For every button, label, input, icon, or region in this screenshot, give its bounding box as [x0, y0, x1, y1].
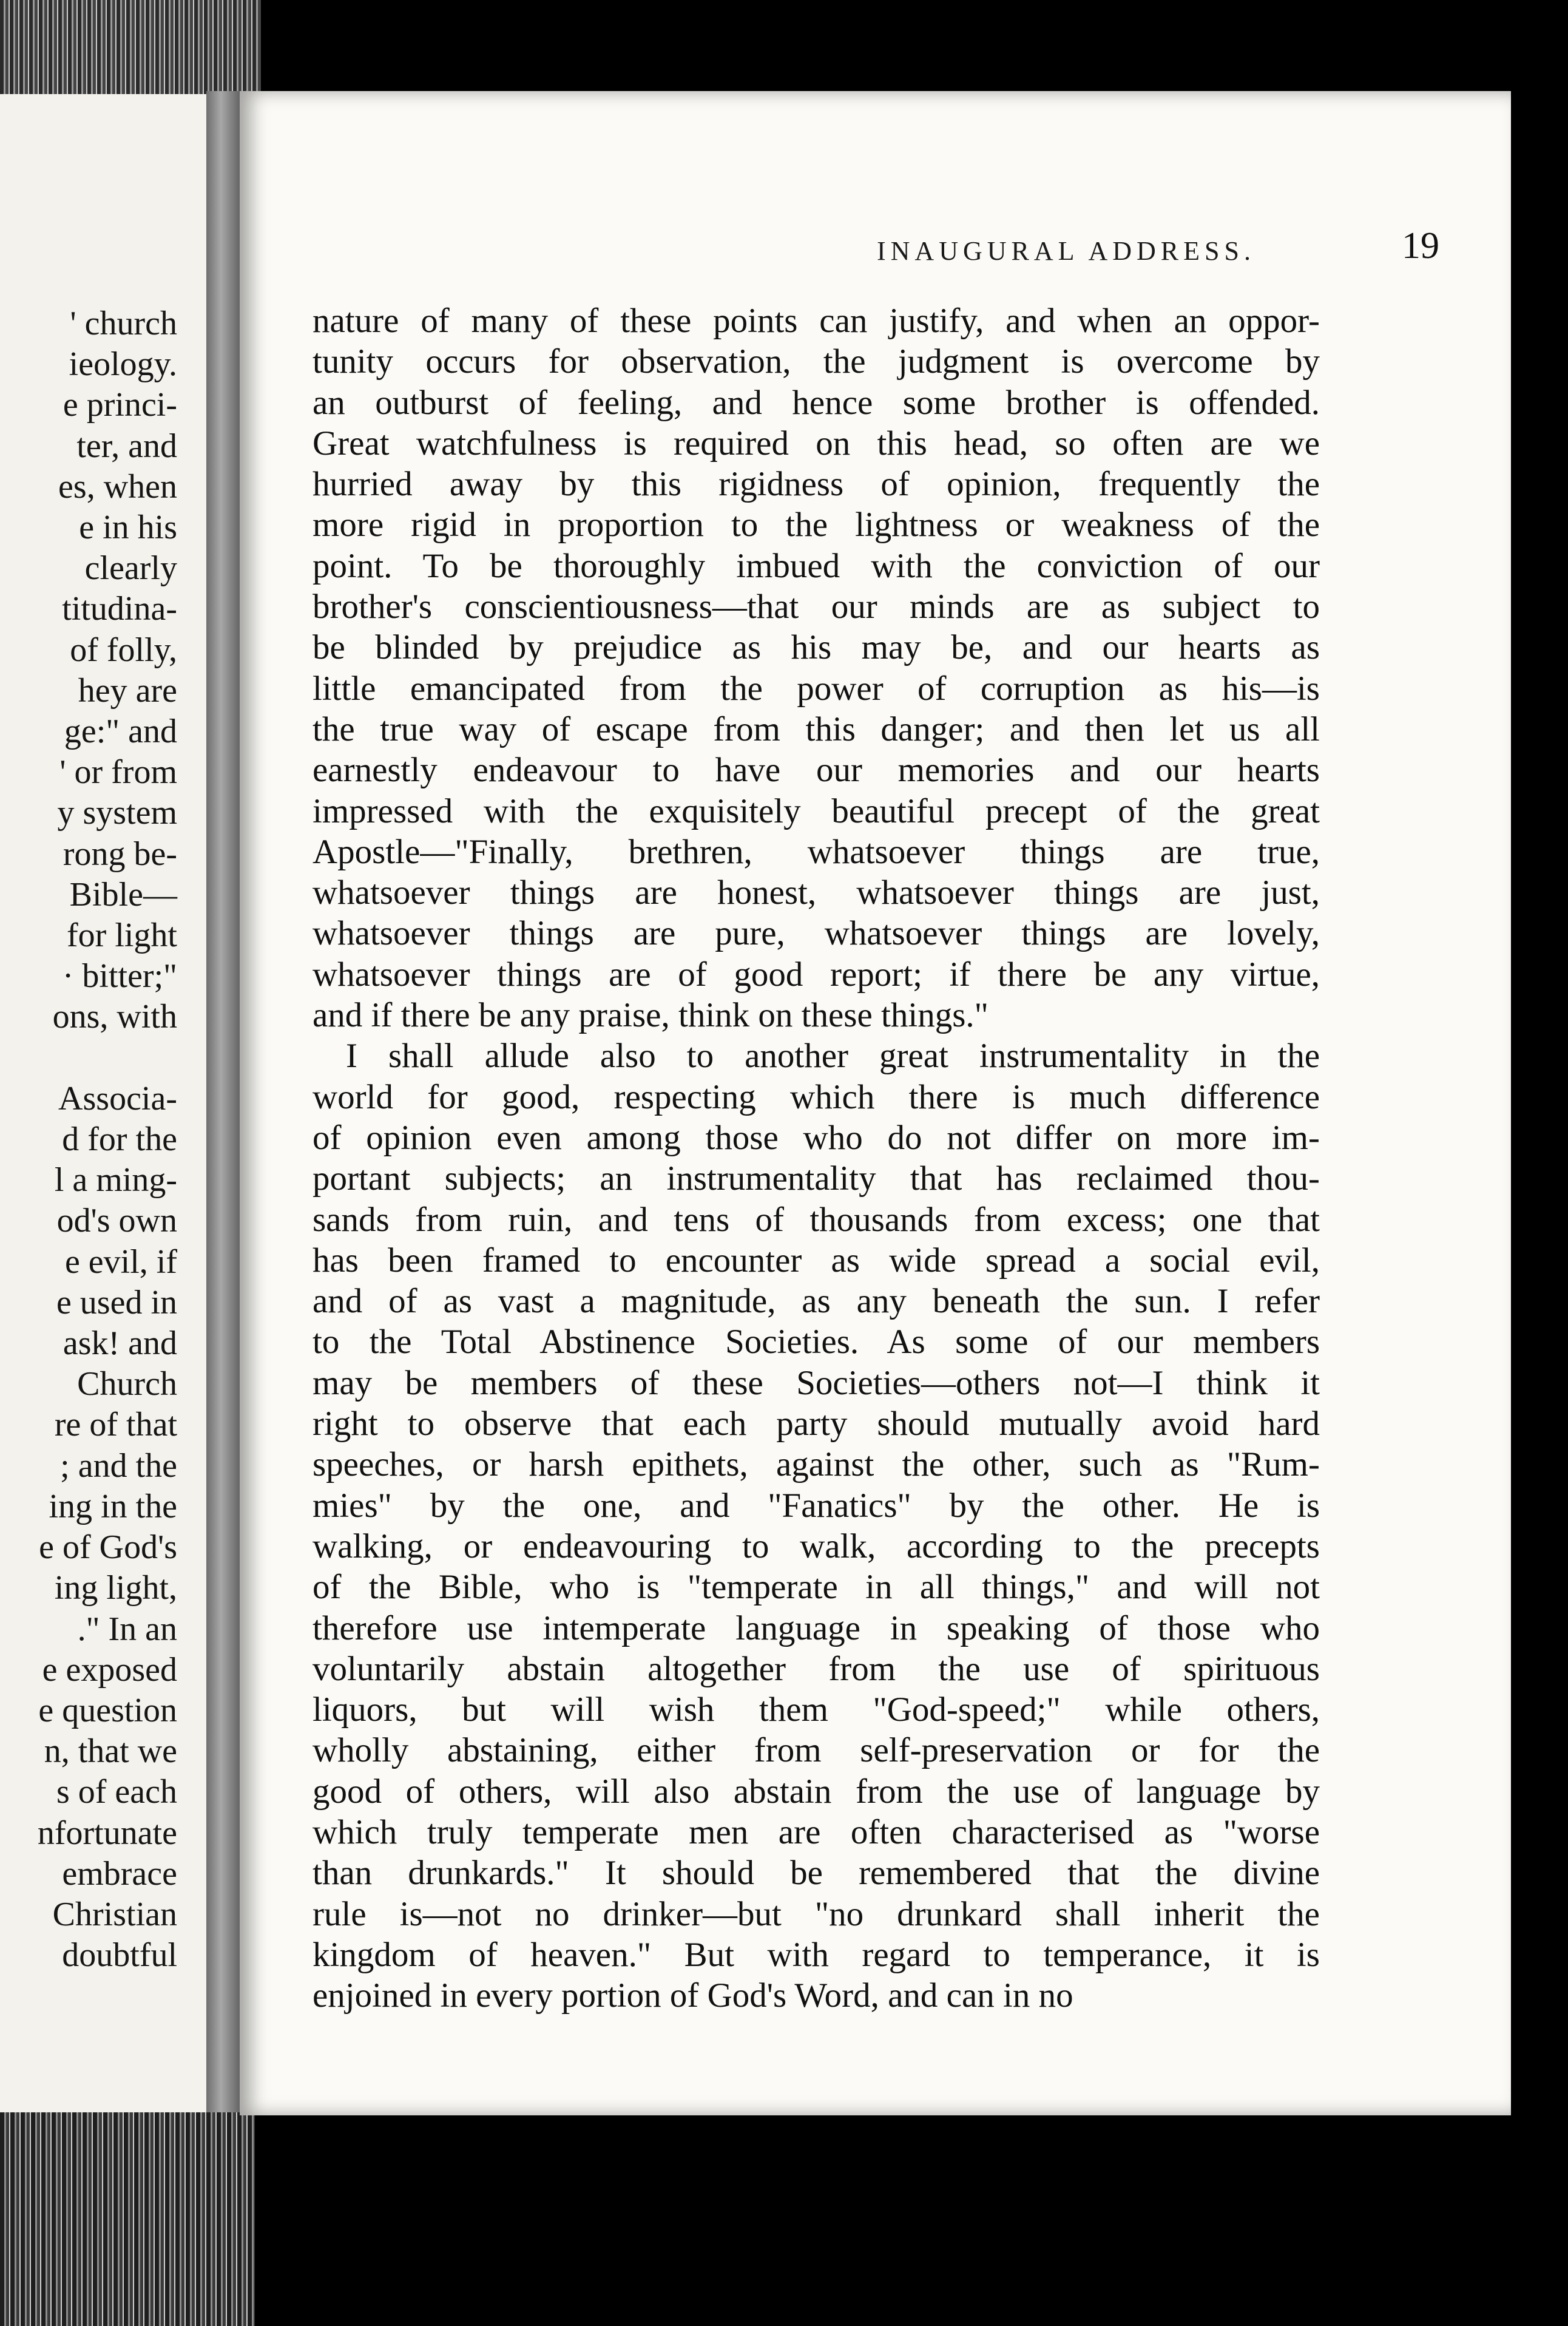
left-page-line: · bitter;": [62, 957, 177, 995]
left-page-line: e used in: [56, 1283, 177, 1321]
left-page-line: n, that we: [44, 1732, 177, 1771]
body-line: brother's conscientiousness—that our minds are as subject to: [313, 588, 1320, 626]
body-line: therefore use intemperate language in speaking of those who: [313, 1609, 1320, 1647]
left-page-line: e in his: [79, 509, 177, 547]
left-page-line: [38, 1038, 177, 1079]
left-page-line: od's own: [56, 1202, 177, 1240]
page-number: 19: [1402, 225, 1439, 266]
body-line: the true way of escape from this danger; and then let us all: [313, 710, 1320, 748]
left-page-line: s of each: [56, 1773, 177, 1811]
body-line: portant subjects; an instrumentality that has reclaimed thou-: [313, 1159, 1320, 1198]
left-page-line: Church: [77, 1365, 177, 1403]
left-page-line: e question: [38, 1691, 177, 1729]
body-line: and of as vast a magnitude, as any beneath the sun. I refer: [313, 1282, 1320, 1321]
body-line: speeches, or harsh epithets, against the other, such as "Rum-: [313, 1445, 1320, 1484]
body-line: point. To be thoroughly imbued with the conviction of our: [313, 546, 1320, 585]
left-page-line: ' church: [70, 305, 177, 342]
body-line: Apostle—"Finally, brethren, whatsoever things are true,: [313, 832, 1320, 871]
body-line: an outburst of feeling, and hence some brother is offended.: [313, 383, 1320, 422]
left-page-line: ask! and: [63, 1324, 177, 1363]
left-page-line: re of that: [54, 1406, 177, 1444]
body-line: impressed with the exquisitely beautiful precept of the great: [313, 792, 1320, 830]
body-line: to the Total Abstinence Societies. As some of our members: [313, 1323, 1320, 1361]
body-line: has been framed to encounter as wide spread a social evil,: [313, 1241, 1320, 1280]
body-line: little emancipated from the power of corruption as his—is: [313, 669, 1320, 708]
binding-top-edge: [0, 0, 261, 100]
body-line: Great watchfulness is required on this head, so often are we: [313, 424, 1320, 463]
book-gutter: [206, 91, 243, 2112]
left-page-line: es, when: [58, 467, 177, 506]
facing-left-page: [0, 94, 206, 2112]
left-page-line: clearly: [84, 549, 177, 588]
left-page-line: y system: [57, 794, 177, 832]
body-line: of opinion even among those who do not differ on more im-: [313, 1118, 1320, 1157]
left-page-text: [38, 303, 177, 1976]
body-line: be blinded by prejudice as his may be, and our hearts as: [313, 628, 1320, 667]
left-page-line: Bible—: [69, 875, 177, 914]
left-page-line: nfortunate: [37, 1814, 177, 1852]
left-page-line: of folly,: [70, 631, 177, 669]
body-line: nature of many of these points can justify, and when an oppor-: [313, 302, 1320, 340]
body-line: whatsoever things are honest, whatsoever things are just,: [313, 873, 1320, 912]
body-line: good of others, will also abstain from the use of language by: [313, 1772, 1320, 1811]
body-line: mies" by the one, and "Fanatics" by the other. He is: [313, 1486, 1320, 1525]
left-page-line: ons, with: [52, 998, 177, 1036]
body-line: enjoined in every portion of God's Word, and can in no: [313, 1976, 1073, 2015]
left-page-line: rong be-: [63, 835, 177, 873]
body-line: world for good, respecting which there is much difference: [313, 1077, 1320, 1116]
left-page-line: e exposed: [42, 1650, 177, 1689]
body-line: and if there be any praise, think on these things.": [313, 996, 988, 1035]
left-page-line: Associa-: [58, 1079, 177, 1117]
left-page-line: doubtful: [62, 1936, 177, 1975]
left-page-line: ; and the: [60, 1446, 177, 1485]
body-line: kingdom of heaven." But with regard to temperance, it is: [313, 1935, 1320, 1974]
left-page-line: Christian: [52, 1895, 177, 1933]
right-page: [240, 91, 1511, 2115]
left-page-line: embrace: [62, 1854, 177, 1893]
left-page-line: ing light,: [54, 1569, 177, 1607]
running-head: INAUGURAL ADDRESS.: [877, 236, 1255, 266]
left-page-line: ." In an: [77, 1610, 177, 1648]
body-line: more rigid in proportion to the lightness or weakness of the: [313, 506, 1320, 544]
binding-bottom-edge: [0, 2106, 255, 2326]
body-line: rule is—not no drinker—but "no drunkard shall inherit the: [313, 1894, 1320, 1933]
left-page-line: ge:" and: [64, 713, 177, 751]
body-line: walking, or endeavouring to walk, according to the precepts: [313, 1527, 1320, 1565]
body-line: whatsoever things are pure, whatsoever things are lovely,: [313, 914, 1320, 953]
body-line: sands from ruin, and tens of thousands from excess; one that: [313, 1200, 1320, 1239]
body-line: I shall allude also to another great instrumentality in the: [346, 1037, 1320, 1076]
body-line: hurried away by this rigidness of opinion, frequently the: [313, 465, 1320, 504]
body-line: whatsoever things are of good report; if there be any virtue,: [313, 955, 1320, 994]
body-line: earnestly endeavour to have our memories and our hearts: [313, 751, 1320, 790]
left-page-line: ieology.: [69, 345, 177, 384]
body-line: voluntarily abstain altogether from the use of spirituous: [313, 1649, 1320, 1688]
left-page-line: ter, and: [76, 427, 177, 465]
left-page-line: e of God's: [39, 1528, 177, 1567]
body-text: [313, 300, 1320, 2016]
left-page-line: for light: [67, 917, 177, 955]
left-page-line: l a ming-: [54, 1161, 177, 1199]
left-page-line: e evil, if: [64, 1243, 177, 1281]
body-line: wholly abstaining, either from self-preservation or for the: [313, 1731, 1320, 1770]
body-line: liquors, but will wish them "God-speed;" while others,: [313, 1690, 1320, 1729]
body-line: than drunkards." It should be remembered that the divine: [313, 1854, 1320, 1893]
left-page-line: e princi-: [63, 386, 177, 424]
left-page-line: ' or from: [59, 753, 177, 792]
left-page-line: titudina-: [62, 590, 177, 628]
body-line: may be members of these Societies—others not—I think it: [313, 1363, 1320, 1402]
left-page-line: ing in the: [49, 1487, 177, 1525]
body-line: which truly temperate men are often characterised as "worse: [313, 1812, 1320, 1851]
left-page-line: hey are: [78, 671, 177, 710]
body-line: of the Bible, who is "temperate in all things," and will not: [313, 1568, 1320, 1607]
body-line: right to observe that each party should mutually avoid hard: [313, 1405, 1320, 1443]
left-page-line: d for the: [62, 1121, 177, 1159]
body-line: tunity occurs for observation, the judgment is overcome by: [313, 342, 1320, 381]
